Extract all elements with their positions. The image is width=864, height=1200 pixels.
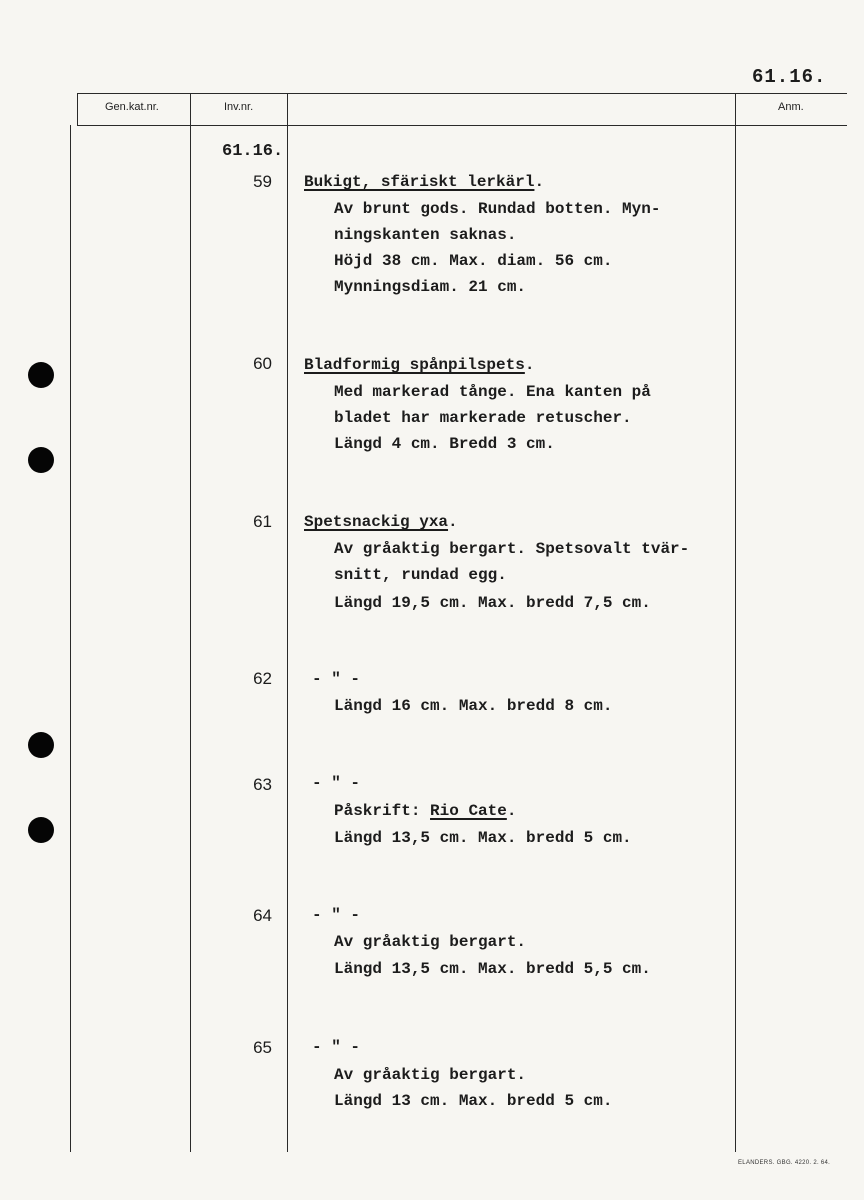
punch-hole: [28, 732, 54, 758]
entry-line: Längd 16 cm. Max. bredd 8 cm.: [334, 697, 613, 715]
column-divider-3: [287, 93, 288, 1152]
entry-title-text: Spetsnackig yxa: [304, 513, 449, 531]
punch-hole: [28, 362, 54, 388]
punch-hole: [28, 447, 54, 473]
inventory-number: 65: [253, 1038, 272, 1057]
entry-line: Av gråaktig bergart.: [334, 933, 527, 951]
column-divider-2: [190, 93, 191, 1152]
entry-title-text: Bukigt, sfäriskt lerkärl: [304, 173, 535, 191]
inscription-text: Rio Cate: [430, 802, 507, 820]
entry-line: snitt, rundad egg.: [334, 566, 507, 584]
entry-line: ningskanten saknas.: [334, 226, 517, 244]
entry-line: Längd 13 cm. Max. bredd 5 cm.: [334, 1092, 613, 1110]
entry-line: Mynningsdiam. 21 cm.: [334, 278, 527, 296]
printer-imprint: ELANDERS. GBG. 4220. 2. 64.: [738, 1160, 831, 1166]
inventory-number: 61: [253, 512, 272, 531]
inventory-number: 63: [253, 775, 272, 794]
ditto-mark: - " -: [312, 774, 361, 792]
entry-line: Längd 13,5 cm. Max. bredd 5 cm.: [334, 829, 632, 847]
inventory-number: 60: [253, 354, 272, 373]
entry-line: Med markerad tånge. Ena kanten på: [334, 383, 651, 401]
inscription-line: Påskrift: Rio Cate.: [334, 802, 517, 820]
inventory-number: 64: [253, 906, 272, 925]
entry-line: Av gråaktig bergart. Spetsovalt tvär-: [334, 540, 690, 558]
column-divider-4: [735, 93, 736, 1152]
page-number: 61.16.: [752, 66, 827, 88]
left-border: [77, 93, 78, 126]
entry-line: Längd 13,5 cm. Max. bredd 5,5 cm.: [334, 960, 651, 978]
entry-title-text: Bladformig spånpilspets: [304, 356, 525, 374]
ditto-mark: - " -: [312, 1038, 361, 1056]
header-top-rule: [77, 93, 847, 94]
column-divider-1: [70, 125, 71, 1152]
entry-line: Av gråaktig bergart.: [334, 1066, 527, 1084]
entry-line: Höjd 38 cm. Max. diam. 56 cm.: [334, 252, 613, 270]
column-header-anm: Anm.: [778, 101, 804, 113]
ditto-mark: - " -: [312, 906, 361, 924]
entry-line: Av brunt gods. Rundad botten. Myn-: [334, 200, 661, 218]
column-header-inv-nr: Inv.nr.: [224, 101, 254, 113]
group-number: 61.16.: [222, 142, 284, 161]
entry-line: Längd 4 cm. Bredd 3 cm.: [334, 435, 555, 453]
entry-line: bladet har markerade retuscher.: [334, 409, 632, 427]
ditto-mark: - " -: [312, 670, 361, 688]
entry-line: Längd 19,5 cm. Max. bredd 7,5 cm.: [334, 594, 651, 612]
column-header-gen-kat-nr: Gen.kat.nr.: [105, 101, 159, 113]
inventory-number: 62: [253, 669, 272, 688]
punch-hole: [28, 817, 54, 843]
header-bottom-rule: [77, 125, 847, 126]
entry-title: Bladformig spånpilspets.: [304, 356, 535, 374]
entry-title: Spetsnackig yxa.: [304, 513, 458, 531]
inscription-label: Påskrift:: [334, 802, 421, 820]
entry-title: Bukigt, sfäriskt lerkärl.: [304, 173, 545, 191]
inventory-number: 59: [253, 172, 272, 191]
